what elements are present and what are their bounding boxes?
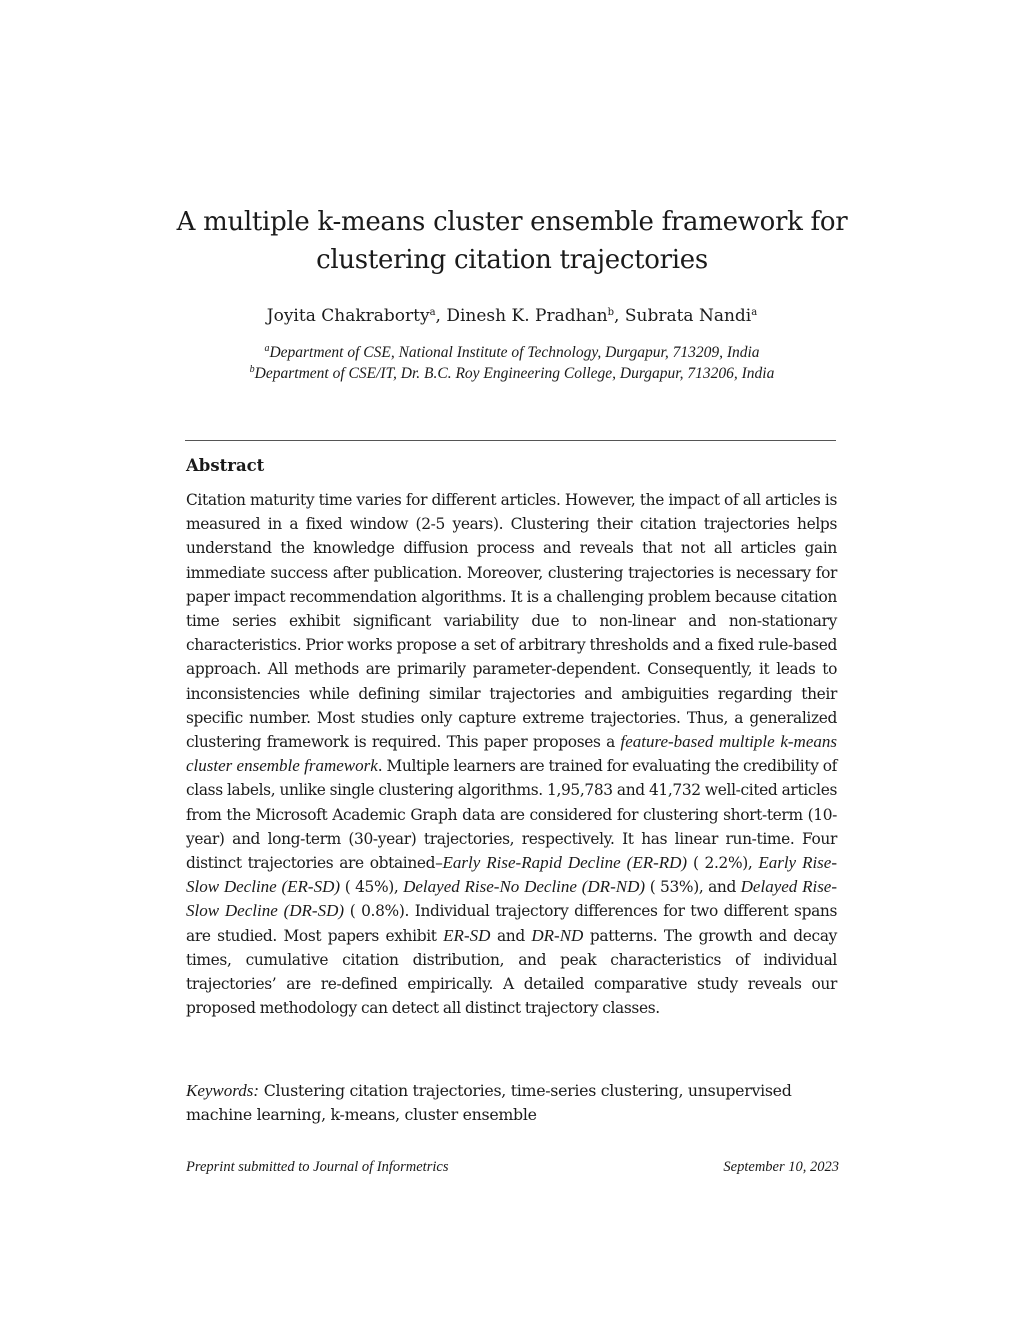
trajectory-class-er-sd-share: ( 45%), bbox=[340, 878, 404, 897]
trajectory-class-dr-nd-share: ( 53%), and bbox=[645, 878, 741, 897]
paper-title-line-1: A multiple k-means cluster ensemble framework for bbox=[176, 207, 848, 237]
affiliation-text: Department of CSE, National Institute of Technology, Durgapur, 713209, India bbox=[269, 344, 760, 361]
trajectory-class-er-rd-share: ( 2.2%), bbox=[687, 854, 759, 873]
abstract-part-3: patterns. The growth and decay times, cumulative citation distribution, and peak characteristics of individual trajectories’ are re-defined empirically. A detailed comparative study reveals our proposed methodology can detect all distinct trajectory classes. bbox=[186, 926, 837, 1018]
affiliation-list bbox=[0, 342, 1024, 384]
paper-title bbox=[0, 203, 1024, 279]
footer-journal: Preprint submitted to Journal of Informetrics bbox=[186, 1159, 449, 1175]
trajectory-class-er-sd: Early Rise-Slow Decline (ER-SD) bbox=[186, 853, 838, 897]
trajectory-class-dr-sd-share: ( 0.8%). Individual trajectory differences for two different spans are studied. Most papers exhibit bbox=[186, 902, 838, 945]
author-name: Dinesh K. Pradhan bbox=[446, 306, 608, 326]
keywords bbox=[186, 1079, 837, 1127]
affiliation bbox=[0, 342, 1024, 363]
affiliation-mark: b bbox=[249, 364, 255, 375]
trajectory-class-er-rd: Early Rise-Rapid Decline (ER-RD) bbox=[442, 853, 688, 873]
author-affil-mark: a bbox=[429, 307, 436, 318]
author-name: Subrata Nandi bbox=[624, 306, 752, 326]
trajectory-class-dr-nd: Delayed Rise-No Decline (DR-ND) bbox=[403, 877, 646, 897]
affiliation-text: Department of CSE/IT, Dr. B.C. Roy Engineering College, Durgapur, 713206, India bbox=[254, 365, 775, 382]
page-footer bbox=[186, 1157, 839, 1177]
footer-date: September 10, 2023 bbox=[723, 1159, 839, 1175]
pattern-conjunction: and bbox=[490, 926, 532, 945]
pattern-dr-nd: DR-ND bbox=[531, 925, 584, 945]
pattern-er-sd: ER-SD bbox=[443, 925, 491, 945]
affiliation-mark: a bbox=[264, 343, 270, 354]
author-affil-mark: b bbox=[607, 307, 615, 318]
paper-title-line-2: clustering citation trajectories bbox=[316, 245, 708, 275]
keywords-text: Clustering citation trajectories, time-series clustering, unsupervised machine learning, k-means, cluster ensemble bbox=[186, 1081, 792, 1124]
section-divider bbox=[185, 440, 836, 441]
abstract-heading: Abstract bbox=[186, 456, 265, 475]
keywords-label: Keywords: bbox=[186, 1081, 260, 1100]
abstract-part-1: Citation maturity time varies for different articles. However, the impact of all articles is measured in a fixed window (2-5 years). Clustering their citation trajectories helps understand the knowledge diffusion process and reveals that not all articles gain immediate success after publication. Moreover, clustering trajectories is necessary for paper impact recommendation algorithms. It is a challenging problem because citation time series exhibit significant variability due to non-linear and non-stationary characteristics. Prior works propose a set of arbitrary thresholds and a fixed rule-based approach. All methods are primarily parameter-dependent. Consequently, it leads to inconsistencies while defining similar trajectories and ambiguities regarding their specific number. Most studies only capture extreme trajectories. Thus, a generalized clustering framework is required. This paper proposes a bbox=[186, 491, 837, 752]
author-name: Joyita Chakraborty bbox=[266, 306, 430, 326]
framework-term: feature-based multiple k-means cluster ensemble framework bbox=[186, 732, 837, 776]
trajectory-class-dr-sd: Delayed Rise-Slow Decline (DR-SD) bbox=[186, 877, 838, 921]
affiliation bbox=[0, 363, 1024, 384]
abstract-text bbox=[186, 488, 837, 1020]
author-affil-mark: a bbox=[751, 307, 758, 318]
author-list: Joyita Chakraborty$^a$, Dinesh K. Pradhan$^b$, Subrata Nandi$^a$ bbox=[266, 306, 758, 326]
abstract-part-2: . Multiple learners are trained for evaluating the credibility of class labels, unlike single clustering algorithms. 1,95,783 and 41,732 well-cited articles from the Microsoft Academic Graph data are considered for clustering short-term (10-year) and long-term (30-year) trajectories, respectively. It has linear run-time. Four distinct trajectories are obtained– bbox=[186, 757, 837, 873]
